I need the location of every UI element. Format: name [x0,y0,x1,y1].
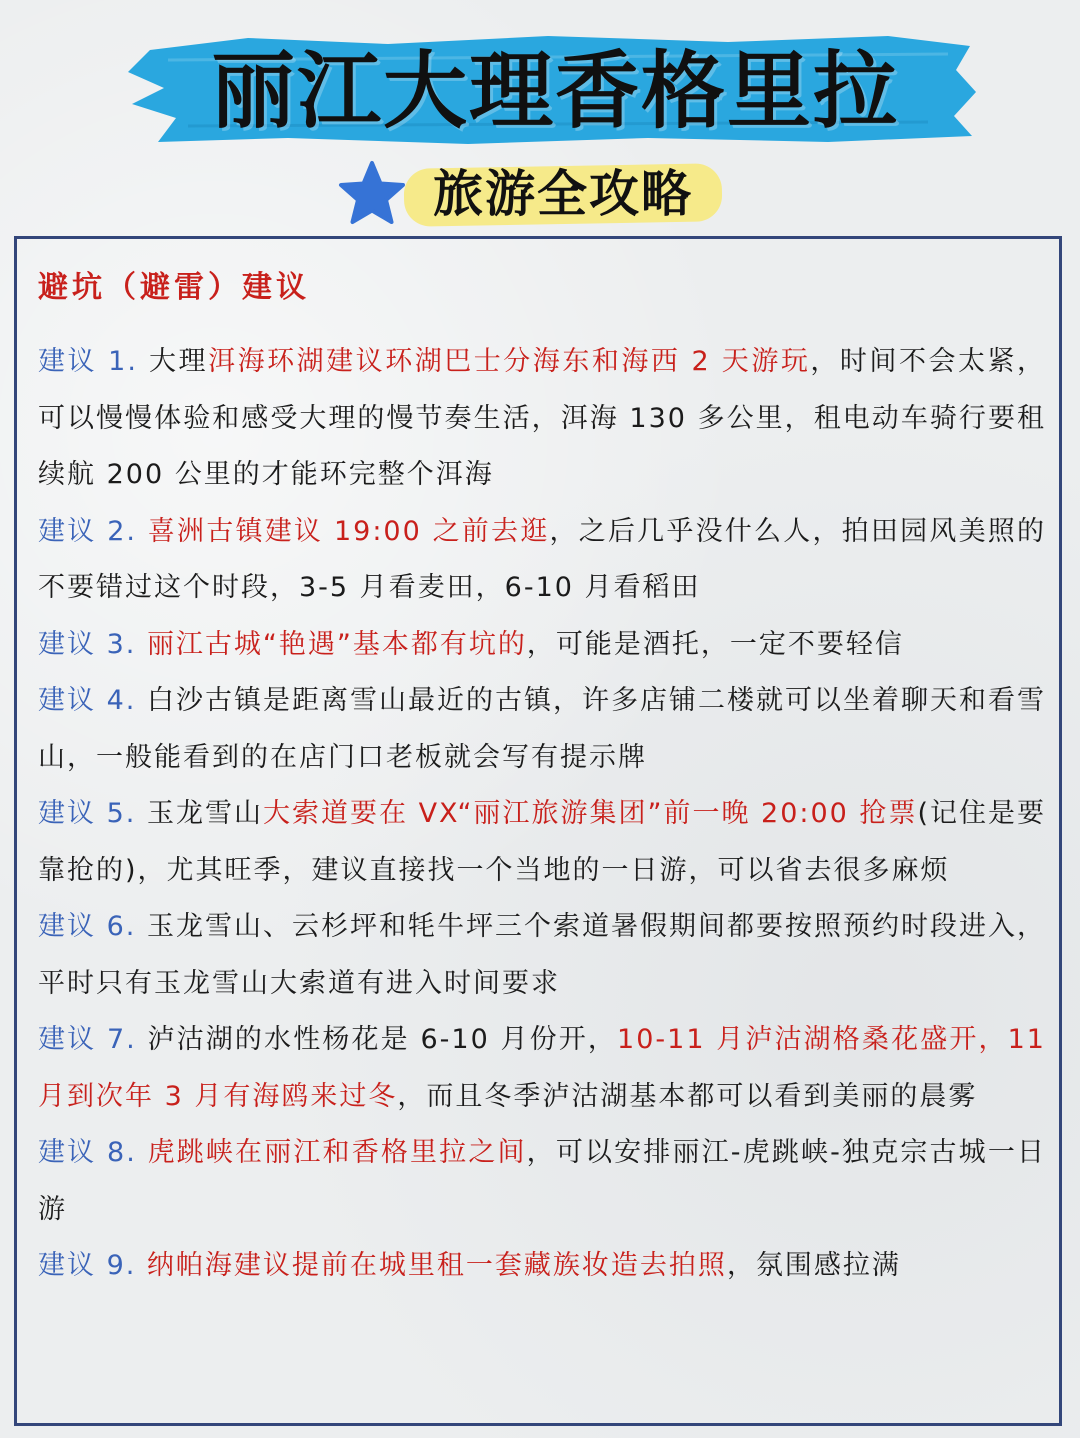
tip-label: 建议 4. [38,685,137,716]
tip-text: ，而且冬季泸沽湖基本都可以看到美丽的晨雾 [397,1080,978,1112]
tip-label: 建议 8. [38,1137,137,1168]
tip-label: 建议 6. [38,911,137,942]
tip-label: 建议 2. [38,515,138,547]
tip-highlight-text: 虎跳峡在丽江和香格里拉之间 [147,1137,527,1168]
tip-text: ，可能是酒托，一定不要轻信 [526,628,904,660]
tip-label: 建议 5. [38,798,137,829]
tip-text: 大理 [149,346,209,377]
tip-text: 玉龙雪山、云杉坪和牦牛坪三个索道暑假期间都要按照预约时段进入，平时只有玉龙雪山大索道有进入时间要求 [38,911,1047,999]
tip-highlight-text: 洱海环湖建议环湖巴士分海东和海西 2 天游玩 [208,346,811,377]
tip-item [38,673,1046,786]
tip-text: ，可以安排丽江-虎跳峡-独克宗古城一日游 [38,1137,1047,1225]
tip-item [38,1238,1046,1295]
page-title: 丽江大理香格里拉 [210,42,899,140]
tip-text: 玉龙雪山 [146,798,263,829]
tips-list [38,334,1046,1295]
tip-label: 建议 1. [38,346,138,377]
star-icon [338,160,406,226]
tip-text: 白沙古镇是距离雪山最近的古镇，许多店铺二楼就可以坐着聊天和看雪山，一般能看到的在店门口老板就会写有提示牌 [38,685,1047,773]
tip-label: 建议 7. [38,1024,137,1055]
tip-item [38,786,1046,899]
tip-text: 泸沽湖的水性杨花是 6-10 月份开， [147,1024,618,1055]
tip-item [38,504,1046,617]
tip-text: ，时间不会太紧，可以慢慢体验和感受大理的慢节奏生活，洱海 130 多公里，租电动车骑行要租续航 200 公里的才能环完整个洱海 [38,346,1047,490]
tip-text: (记住是要靠抢的)，尤其旺季，建议直接找一个当地的一日游，可以省去很多麻烦 [38,798,1046,886]
tip-highlight-text: 大索道要在 VX“丽江旅游集团”前一晚 20:00 抢票 [262,798,918,829]
tip-item [38,334,1046,504]
tip-label: 建议 3. [38,628,137,660]
tip-item [38,1125,1046,1238]
tip-item [38,617,1046,674]
tip-item [38,1012,1046,1125]
tip-highlight-text: 丽江古城“艳遇”基本都有坑的 [146,628,527,660]
tip-highlight-text: 喜洲古镇建议 19:00 之前去逛 [147,515,550,547]
tip-text: ，之后几乎没什么人，拍田园风美照的不要错过这个时段，3-5 月看麦田，6-10 月看稻田 [38,515,1047,603]
section-heading: 避坑（避雷）建议 [38,270,310,305]
tips-section [38,262,1046,1295]
tip-highlight-text: 10-11 月泸沽湖格桑花盛开，11 月到次年 3 月有海鸥来过冬 [38,1024,1046,1112]
page-subtitle: 旅游全攻略 [433,165,693,223]
tip-item [38,899,1046,1012]
tip-text: ，氛围感拉满 [726,1250,901,1281]
tip-highlight-text: 纳帕海建议提前在城里租一套藏族妆造去拍照 [146,1250,727,1281]
tip-label: 建议 9. [38,1250,137,1281]
